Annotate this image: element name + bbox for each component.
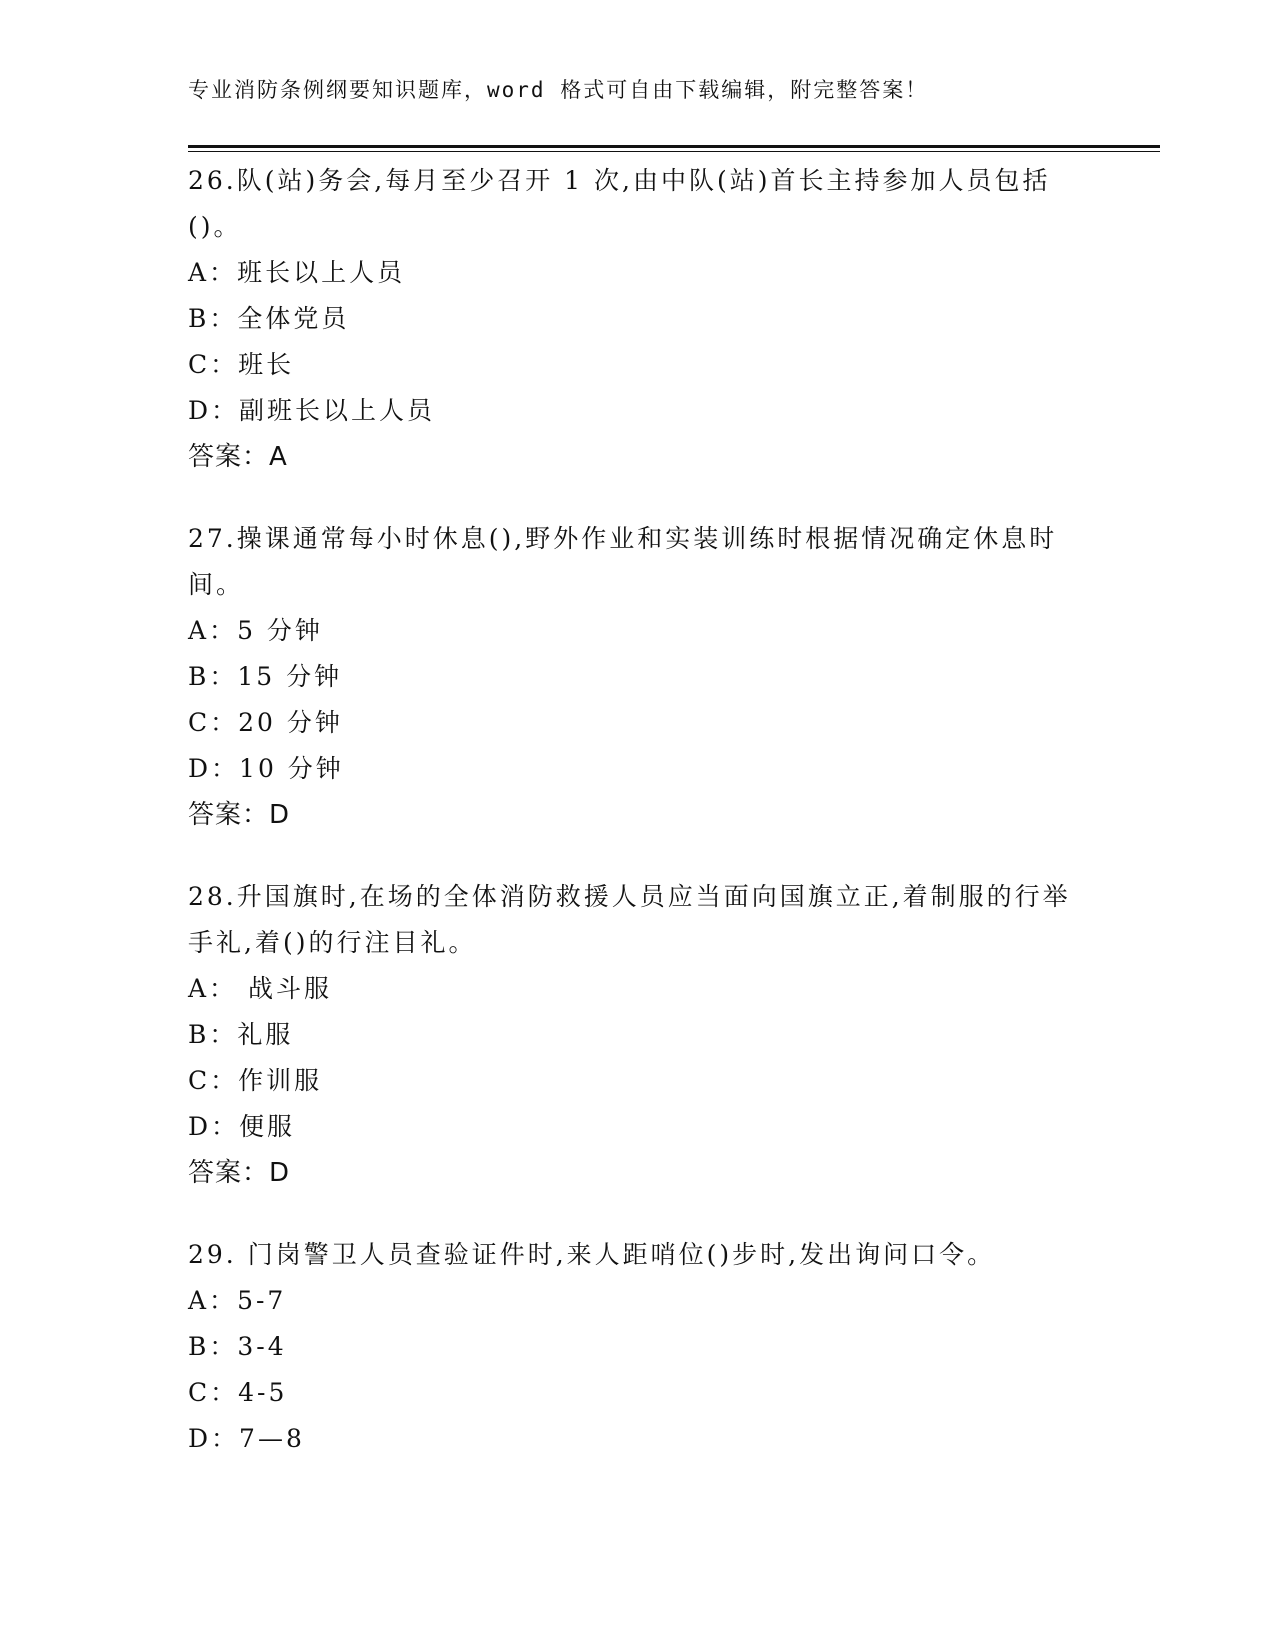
option-text: 3-4	[237, 1332, 287, 1361]
option-key: B：	[188, 1332, 238, 1361]
option-key: C：	[188, 1066, 239, 1095]
option-b	[188, 1012, 1088, 1058]
option-text: 作训服	[238, 1066, 323, 1095]
page-header: 专业消防条例纲要知识题库，word 格式可自由下载编辑，附完整答案！	[188, 78, 929, 102]
answer-line: 答案：D	[188, 800, 291, 830]
option-text: 副班长以上人员	[239, 396, 436, 425]
question-text: 27.操课通常每小时休息(),野外作业和实装训练时根据情况确定休息时间。	[188, 524, 1058, 599]
question-list	[188, 158, 1088, 1498]
option-key: D：	[188, 1424, 240, 1453]
option-key: A：	[188, 1286, 238, 1315]
option-text: 5 分钟	[237, 616, 323, 645]
option-d	[188, 388, 1088, 434]
option-a	[188, 966, 1088, 1012]
answer-line: 答案：A	[188, 442, 288, 472]
option-key: C：	[188, 708, 239, 737]
question-text: 26.队(站)务会,每月至少召开 1 次,由中队(站)首长主持参加人员包括()。	[188, 166, 1051, 241]
header-rule-thick	[188, 145, 1160, 148]
option-key: C：	[188, 1378, 239, 1407]
option-a	[188, 250, 1088, 296]
option-b	[188, 296, 1088, 342]
option-text: 20 分钟	[238, 708, 343, 737]
option-key: A：	[188, 258, 238, 287]
option-key: B：	[188, 304, 238, 333]
option-key: B：	[188, 1020, 238, 1049]
question-28	[188, 874, 1088, 1196]
option-text: 战斗服	[237, 974, 333, 1003]
option-key: D：	[188, 396, 240, 425]
option-a	[188, 608, 1088, 654]
option-c	[188, 1370, 1088, 1416]
option-key: A：	[188, 616, 238, 645]
option-key: A：	[188, 974, 238, 1003]
option-b	[188, 1324, 1088, 1370]
option-b	[188, 654, 1088, 700]
option-text: 7—8	[239, 1424, 305, 1453]
option-key: B：	[188, 662, 238, 691]
option-key: D：	[188, 754, 240, 783]
option-text: 全体党员	[237, 304, 350, 333]
option-d	[188, 1104, 1088, 1150]
question-text: 29. 门岗警卫人员查验证件时,来人距哨位()步时,发出询问口令。	[188, 1240, 996, 1269]
option-text: 5-7	[237, 1286, 287, 1315]
header-rule-thin	[188, 151, 1160, 152]
option-text: 班长	[238, 350, 295, 379]
question-text: 28.升国旗时,在场的全体消防救援人员应当面向国旗立正,着制服的行举手礼,着()的行注目礼。	[188, 882, 1071, 957]
question-29	[188, 1232, 1088, 1462]
option-text: 班长以上人员	[237, 258, 406, 287]
option-a	[188, 1278, 1088, 1324]
option-c	[188, 1058, 1088, 1104]
option-text: 4-5	[238, 1378, 288, 1407]
option-c	[188, 700, 1088, 746]
option-text: 15 分钟	[237, 662, 343, 691]
option-c	[188, 342, 1088, 388]
question-27	[188, 516, 1088, 838]
option-key: D：	[188, 1112, 240, 1141]
option-text: 礼服	[237, 1020, 294, 1049]
answer-line: 答案：D	[188, 1158, 291, 1188]
option-text: 便服	[239, 1112, 296, 1141]
option-d	[188, 746, 1088, 792]
option-key: C：	[188, 350, 239, 379]
option-text: 10 分钟	[239, 754, 344, 783]
option-d	[188, 1416, 1088, 1462]
question-26	[188, 158, 1088, 480]
